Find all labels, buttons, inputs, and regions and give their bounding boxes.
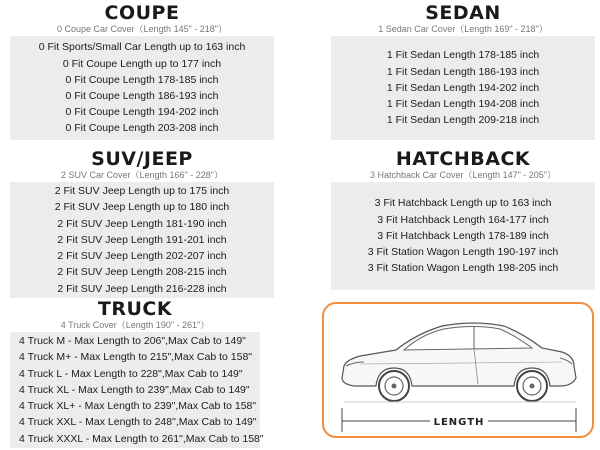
suv-size-list [10,182,274,298]
rear-wheel [517,371,547,401]
list-item: 0 Fit Sports/Small Car Length up to 163 inch [38,41,246,54]
list-item: 2 Fit SUV Jeep Length 191-201 inch [57,233,227,246]
list-item: 2 Fit SUV Jeep Length 202-207 inch [57,250,227,263]
car-length-diagram [322,302,594,438]
list-item: 0 Fit Coupe Length 194-202 inch [65,106,219,119]
front-wheel [379,371,409,401]
list-item: 1 Fit Sedan Length 194-202 inch [386,81,540,94]
list-item: 1 Fit Sedan Length 209-218 inch [386,114,540,127]
list-item: 2 Fit SUV Jeep Length 216-228 inch [57,282,227,295]
hatchback-subtitle: 3 Hatchback Car Cover（Length 147" - 205"） [370,170,556,180]
sedan-title: SEDAN [425,2,501,24]
list-item: 4 Truck XL+ - Max Length to 239",Max Cab to 158" [19,400,257,413]
hatchback-title: HATCHBACK [395,148,531,170]
list-item: 3 Fit Hatchback Length 164-177 inch [377,213,549,226]
list-item: 0 Fit Coupe Length 203-208 inch [65,122,219,135]
hatchback-section [331,148,595,290]
list-item: 2 Fit SUV Jeep Length up to 180 inch [54,201,230,214]
truck-subtitle: 4 Truck Cover（Length 190" - 261"） [60,320,210,330]
hatchback-size-list [331,182,595,290]
suv-section [10,148,274,298]
list-item: 1 Fit Sedan Length 186-193 inch [386,65,540,78]
list-item: 4 Truck XXXL - Max Length to 261",Max Cab to 158" [19,432,264,445]
sedan-section [331,2,595,140]
list-item: 3 Fit Hatchback Length up to 163 inch [374,197,552,210]
sedan-size-list [331,36,595,140]
list-item: 4 Truck M+ - Max Length to 215",Max Cab to 158" [19,351,253,364]
coupe-title: COUPE [104,2,180,24]
truck-size-list [10,332,264,448]
list-item: 1 Fit Sedan Length 194-208 inch [386,98,540,111]
list-item: 0 Fit Coupe Length up to 177 inch [62,57,222,70]
coupe-section [10,2,274,140]
truck-section [10,298,264,448]
list-item: 2 Fit SUV Jeep Length 208-215 inch [57,266,227,279]
list-item: 2 Fit SUV Jeep Length up to 175 inch [54,185,230,198]
list-item: 3 Fit Station Wagon Length 198-205 inch [367,262,559,275]
coupe-size-list [10,36,274,140]
list-item: 2 Fit SUV Jeep Length 181-190 inch [57,217,227,230]
list-item: 4 Truck M - Max Length to 206",Max Cab to 149" [19,335,246,348]
truck-title: TRUCK [97,298,173,320]
list-item: 3 Fit Station Wagon Length 190-197 inch [367,246,559,259]
list-item: 4 Truck L - Max Length to 228",Max Cab to 149" [19,367,243,380]
coupe-subtitle: 0 Coupe Car Cover（Length 145" - 218"） [57,24,227,34]
car-side-illustration [324,304,591,435]
suv-title: SUV/JEEP [91,148,193,170]
list-item: 3 Fit Hatchback Length 178-189 inch [377,229,549,242]
list-item: 0 Fit Coupe Length 178-185 inch [65,73,219,86]
sedan-subtitle: 1 Sedan Car Cover（Length 169" - 218"） [378,24,548,34]
length-label: LENGTH [433,417,485,428]
list-item: 4 Truck XXL - Max Length to 248",Max Cab to 149" [19,416,257,429]
list-item: 4 Truck XL - Max Length to 239",Max Cab to 149" [19,383,250,396]
list-item: 1 Fit Sedan Length 178-185 inch [386,49,540,62]
suv-subtitle: 2 SUV Car Cover（Length 166" - 228"） [61,170,223,180]
list-item: 0 Fit Coupe Length 186-193 inch [65,90,219,102]
